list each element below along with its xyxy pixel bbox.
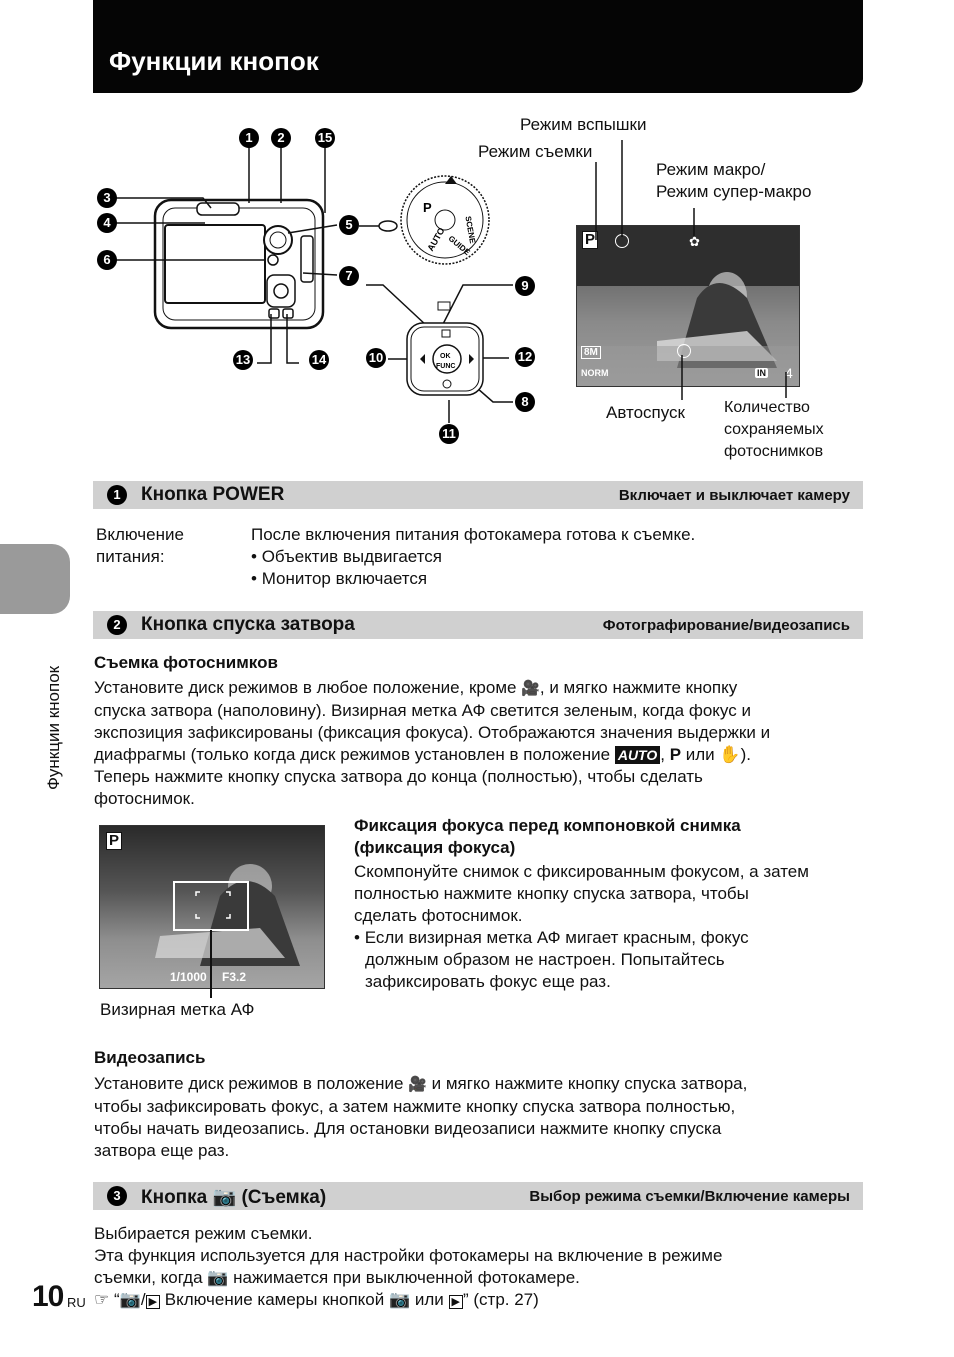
focus-lock-screen bbox=[99, 825, 325, 989]
label-count-3: фотоснимков bbox=[724, 443, 824, 460]
term-line-2: питания: bbox=[96, 547, 165, 566]
hand-icon: ✋ bbox=[719, 745, 741, 764]
aperture: F3.2 bbox=[222, 970, 247, 984]
arrow-pad-illustration bbox=[407, 302, 483, 395]
callout-15: 15 bbox=[315, 128, 335, 148]
callout-14: 14 bbox=[309, 350, 329, 370]
dial-label-scene: SCENE bbox=[463, 215, 478, 245]
memory-icon: IN bbox=[757, 368, 766, 378]
callout-8: 8 bbox=[515, 392, 535, 412]
page-lang: RU bbox=[67, 1295, 86, 1310]
section-2-number: 2 bbox=[107, 615, 127, 635]
focus-mode-p: P bbox=[106, 832, 122, 850]
lock-text: Скомпонуйте снимок с фиксированным фокусом, а затем полностью нажмите кнопку спуска затвора, чтобы сделать фотоснимок. • Если визирная метка АФ мигает красным, фокус должным образом не настроен. Попытайтесь зафиксировать фокус еще раз. bbox=[354, 862, 809, 991]
callout-2: 2 bbox=[271, 128, 291, 148]
camera-small-button bbox=[268, 255, 278, 265]
section-3-header bbox=[93, 1182, 863, 1210]
photo-text: Установите диск режимов в любое положение, кроме 🎥, и мягко нажмите кнопку спуска затвора (наполовину). Визирная метка АФ светится зеленым, когда фокус и экспозиция зафиксированы (фиксация фокуса). Отображаются значения выдержки и диафрагмы (только когда диск режимов установлен в положение AUTO , P или ✋). Теперь нажмите кнопку спуска затвора до конца (полностью), чтобы сделать фотоснимок. bbox=[94, 678, 771, 808]
section-2-subtitle: Фотографирование/видеозапись bbox=[602, 617, 850, 634]
callout-1: 1 bbox=[239, 128, 259, 148]
camera-side-door bbox=[301, 236, 313, 282]
dial-label-guide: GUIDE bbox=[446, 233, 472, 258]
camera-dial bbox=[264, 226, 292, 254]
monitor-quality: NORM bbox=[581, 368, 609, 378]
page-number: 10 bbox=[32, 1280, 64, 1313]
label-count bbox=[724, 397, 824, 463]
callout-10: 10 bbox=[366, 348, 386, 368]
pad-func-label: FUNC bbox=[436, 363, 456, 370]
callout-4: 4 bbox=[97, 213, 117, 233]
monitor-callout-lines bbox=[576, 140, 816, 410]
callout-7: 7 bbox=[339, 266, 359, 286]
side-tab bbox=[0, 544, 70, 614]
auto-icon: AUTO bbox=[615, 746, 660, 764]
reference-icon: ☞ bbox=[94, 1290, 110, 1309]
movie-icon-2: 🎥 bbox=[408, 1076, 427, 1093]
callout-11: 11 bbox=[439, 424, 459, 444]
mode-dial-illustration bbox=[401, 176, 489, 264]
section-2-title: Кнопка спуска затвора bbox=[141, 614, 355, 635]
af-callout-line bbox=[210, 930, 212, 998]
monitor-size: 8M bbox=[581, 346, 601, 359]
section-3-number: 3 bbox=[107, 1186, 127, 1206]
power-bullet-1: • Объектив выдвигается bbox=[251, 547, 442, 566]
section-1-title: Кнопка POWER bbox=[141, 484, 285, 505]
p-icon: P bbox=[669, 745, 682, 764]
term-line-1: Включение bbox=[96, 525, 184, 544]
label-self-timer: Автоспуск bbox=[606, 403, 685, 422]
section-1-term bbox=[96, 524, 184, 568]
label-count-1: Количество bbox=[724, 399, 810, 416]
section-2-header bbox=[93, 611, 863, 639]
section-1-header bbox=[93, 481, 863, 509]
callout-3: 3 bbox=[97, 188, 117, 208]
shutter-speed: 1/1000 bbox=[170, 970, 207, 984]
section-3-text: Выбирается режим съемки. Эта функция используется для настройки фотокамеры на включение в режиме съемки, когда 📷 нажимается при выключенной фотокамере. ☞ “📷/ ▶ Включение камеры кнопкой 📷 или ▶ ” (стр. 27) bbox=[94, 1224, 723, 1309]
af-label: Визирная метка АФ bbox=[100, 1000, 255, 1019]
focus-lock-photo bbox=[100, 826, 324, 988]
dial-label-auto: AUTO bbox=[425, 225, 447, 253]
label-macro-1: Режим макро/ bbox=[656, 160, 766, 179]
side-tab-label: Функции кнопок bbox=[44, 665, 63, 790]
power-bullet-2: • Монитор включается bbox=[251, 569, 428, 588]
label-macro-2: Режим супер-макро bbox=[656, 182, 812, 201]
monitor-mode-p: P bbox=[582, 231, 598, 249]
video-text: Установите диск режимов в положение 🎥 и мягко нажмите кнопку спуска затвора, чтобы зафиксировать фокус, а затем нажмите кнопку спуска затвора полностью, чтобы начать видеозапись. Для остановки видеозаписи нажмите кнопку спуска затвора еще раз. bbox=[94, 1074, 748, 1160]
camera-icon: 📷 bbox=[212, 1187, 237, 1208]
label-count-2: сохраняемых bbox=[724, 421, 824, 438]
play-icon: ▶ bbox=[146, 1295, 160, 1309]
section-1-subtitle: Включает и выключает камеру bbox=[618, 487, 850, 504]
section-1-desc bbox=[251, 524, 695, 590]
pad-ok-label: OK bbox=[440, 353, 451, 360]
dial-indicator bbox=[379, 221, 397, 231]
callout-12: 12 bbox=[515, 347, 535, 367]
movie-icon: 🎥 bbox=[521, 680, 540, 697]
section-1-number: 1 bbox=[107, 485, 127, 505]
camera-icon-4: 📷 bbox=[388, 1290, 411, 1309]
monitor-count: 4 bbox=[785, 365, 793, 381]
callout-13: 13 bbox=[233, 350, 253, 370]
callout-9: 9 bbox=[515, 276, 535, 296]
camera-icon-2: 📷 bbox=[207, 1268, 229, 1287]
section-3-subtitle: Выбор режима съемки/Включение камеры bbox=[529, 1188, 850, 1205]
power-desc: После включения питания фотокамера готова к съемке. bbox=[251, 525, 696, 544]
play-icon-2: ▶ bbox=[449, 1295, 463, 1309]
camera-diagram bbox=[93, 118, 553, 448]
label-flash-mode: Режим вспышки bbox=[520, 115, 647, 134]
section-3-title: Кнопка 📷 (Съемка) bbox=[141, 1187, 327, 1208]
lock-heading: Фиксация фокуса перед компоновкой снимка (фиксация фокуса) bbox=[354, 816, 741, 857]
camera-top-buttons bbox=[197, 203, 239, 215]
camera-icon-3: 📷 bbox=[119, 1290, 141, 1309]
label-shoot-mode: Режим съемки bbox=[478, 142, 593, 161]
title-bar bbox=[93, 0, 863, 93]
video-heading: Видеозапись bbox=[94, 1048, 206, 1067]
callout-6: 6 bbox=[97, 250, 117, 270]
macro-icon: ✿ bbox=[689, 234, 700, 249]
camera-trash-button bbox=[283, 309, 293, 318]
camera-lcd bbox=[165, 225, 265, 303]
page-title: Функции кнопок bbox=[109, 46, 319, 76]
dial-label-p: P bbox=[423, 200, 432, 215]
photo-heading: Съемка фотоснимков bbox=[94, 653, 278, 672]
callout-5: 5 bbox=[339, 215, 359, 235]
